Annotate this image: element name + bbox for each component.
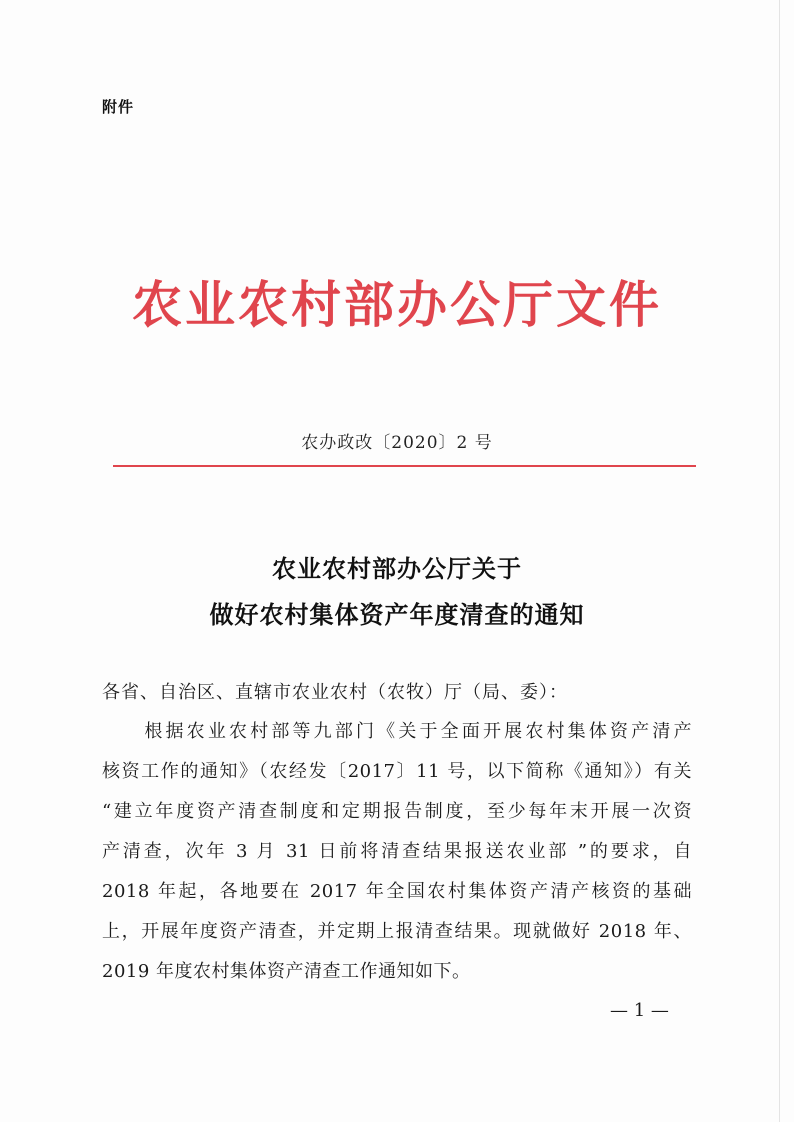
document-number: 农办政改〔2020〕2 号 xyxy=(301,433,493,453)
document-title-line-1: 农业农村部办公厅关于 xyxy=(272,554,522,583)
body-line-5: 2018 年起，各地要在 2017 年全国农村集体资产清产核资的基础 xyxy=(102,881,692,902)
body-line-4: 产清查，次年 3 月 31 日前将清查结果报送农业部 ”的要求，自 xyxy=(102,841,692,862)
red-divider-line xyxy=(113,465,696,467)
body-line-3: “建立年度资产清查制度和定期报告制度，至少每年末开展一次资 xyxy=(102,801,692,822)
body-line-1: 根据农业农村部等九部门《关于全面开展农村集体资产清产 xyxy=(102,721,692,742)
attachment-label: 附件 xyxy=(102,98,135,116)
body-line-7: 2019 年度农村集体资产清查工作通知如下。 xyxy=(102,961,471,982)
body-line-6: 上，开展年度资产清查，并定期上报清查结果。现就做好 2018 年、 xyxy=(102,921,692,942)
salutation: 各省、自治区、直辖市农业农村（农牧）厅（局、委）： xyxy=(102,682,568,703)
body-line-2: 核资工作的通知》（农经发〔2017〕11 号，以下简称《通知》）有关 xyxy=(102,761,692,782)
page-number: — 1 — xyxy=(610,1000,669,1021)
document-title-line-2: 做好农村集体资产年度清查的通知 xyxy=(209,600,585,629)
masthead-title: 农业农村部办公厅文件 xyxy=(132,275,662,334)
